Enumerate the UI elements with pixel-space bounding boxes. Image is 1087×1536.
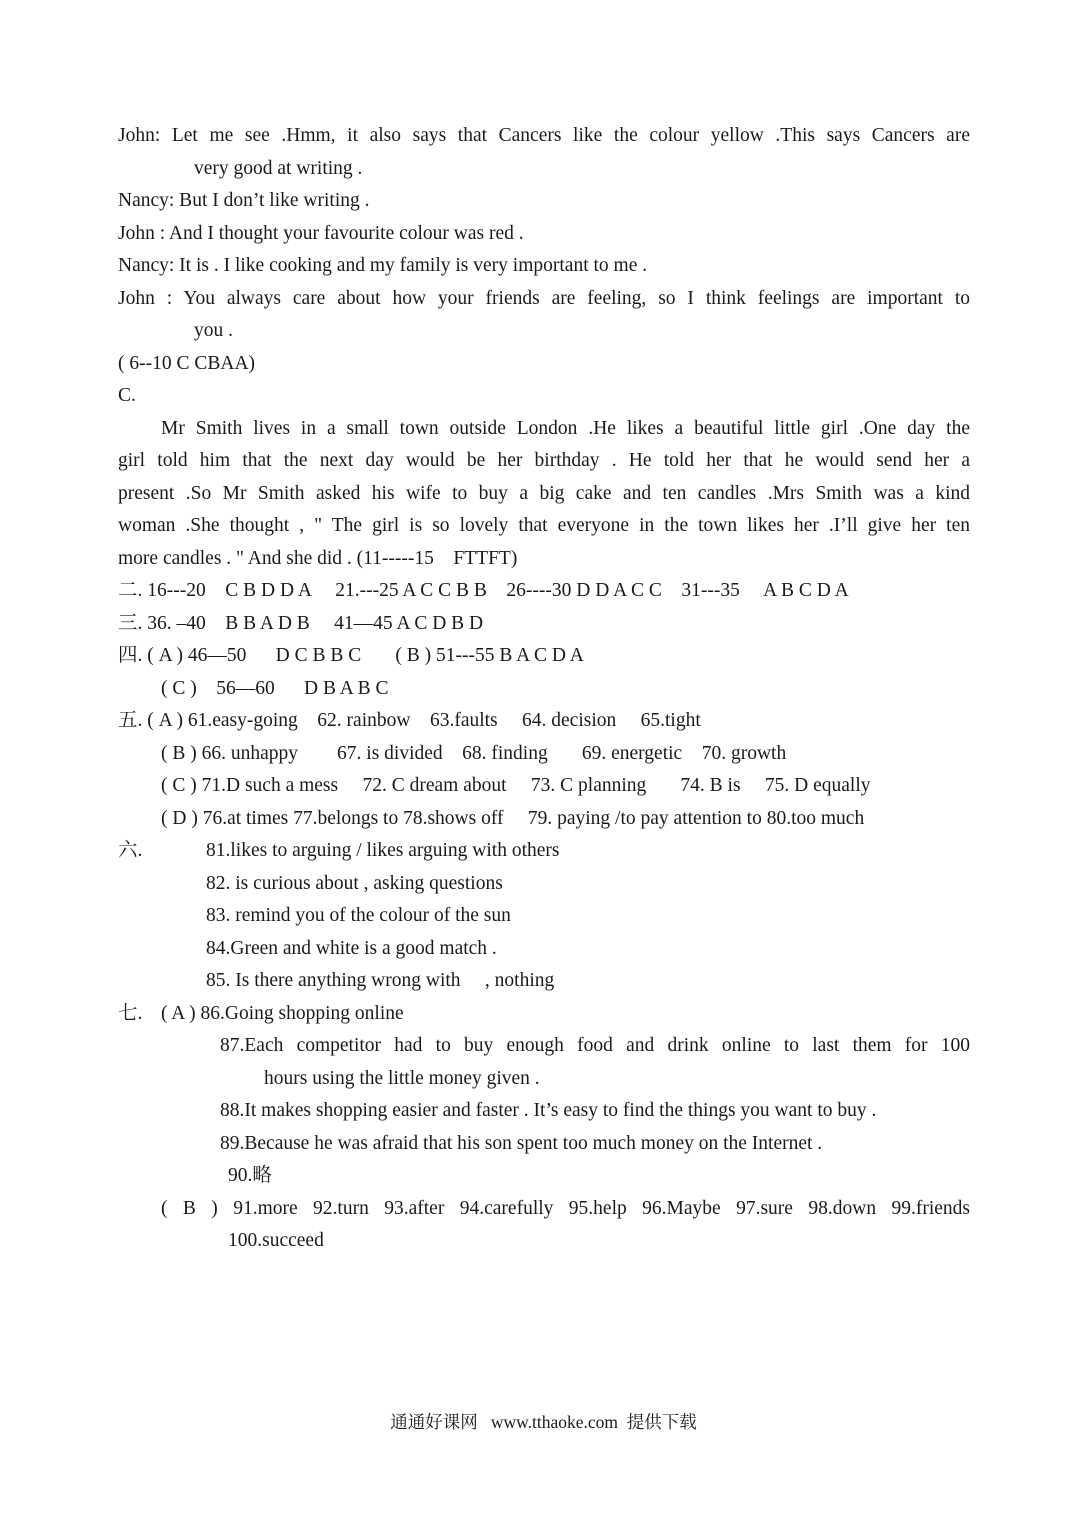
dialogue-line: you .	[194, 320, 233, 341]
section-7-a-answer: ( A ) 86.Going shopping online	[161, 1002, 404, 1024]
item-88: 88.It makes shopping easier and faster . It’s easy to find the things you want to buy .	[220, 1100, 877, 1121]
section-5-answers: ( B ) 66. unhappy 67. is divided 68. finding 69. energetic 70. growth	[161, 742, 787, 764]
page-footer: 通通好课网 www.tthaoke.com 提供下载	[390, 1412, 697, 1432]
section-c-label: C.	[118, 385, 136, 406]
section-6-answer: 83. remind you of the colour of the sun	[206, 905, 511, 926]
passage-line: woman .She thought , " The girl is so lovely that everyone in the town likes her .I’ll give her ten	[118, 515, 970, 536]
section-4-answers: ( C ) 56—60 D B A B C	[161, 677, 389, 699]
dialogue-line: John : And I thought your favourite colour was red .	[118, 222, 524, 244]
dialogue-line: Nancy: But I don’t like writing .	[118, 190, 370, 211]
section-6-label: 六.	[118, 840, 143, 861]
section-6-answer: 84.Green and white is a good match .	[206, 937, 497, 959]
section-7-label: 七.	[118, 1002, 143, 1024]
passage-line: girl told him that the next day would be her birthday . He told her that he would send her a	[118, 450, 970, 471]
section-5-answers: ( D ) 76.at times 77.belongs to 78.shows off 79. paying /to pay attention to 80.too much	[161, 807, 865, 829]
dialogue-line: very good at writing .	[194, 157, 363, 179]
item-90: 90.略	[228, 1165, 272, 1186]
section-7-b-answer: ( B ) 91.more 92.turn 93.after 94.carefully 95.help 96.Maybe 97.sure 98.down 99.friends	[161, 1197, 970, 1219]
dialogue-line: Nancy: It is . I like cooking and my family is very important to me .	[118, 255, 648, 276]
passage-line: more candles . " And she did . (11-----15 FTTFT)	[118, 547, 518, 569]
section-2-answers: 二. 16---20 C B D D A 21.---25 A C C B B 26----30 D D A C C 31---35 A B C D A	[118, 580, 849, 601]
section-5-answers: ( C ) 71.D such a mess 72. C dream about 73. C planning 74. B is 75. D equally	[161, 775, 871, 796]
section-6-answer: 85. Is there anything wrong with , nothing	[206, 970, 555, 991]
section-7-b-answer: 100.succeed	[228, 1230, 324, 1251]
passage-line: Mr Smith lives in a small town outside London .He likes a beautiful little girl .One day the	[161, 417, 970, 439]
passage-line: present .So Mr Smith asked his wife to buy a big cake and ten candles .Mrs Smith was a kind	[118, 482, 970, 504]
dialogue-line: John : You always care about how your friends are feeling, so I think feelings are important to	[118, 287, 970, 309]
answer-key-page	[118, 120, 970, 1258]
section-6-answer: 82. is curious about , asking questions	[206, 872, 503, 894]
item-87: hours using the little money given .	[264, 1067, 540, 1089]
answers-6-10: ( 6--10 C CBAA)	[118, 352, 256, 374]
item-87: 87.Each competitor had to buy enough food and drink online to last them for 100	[220, 1035, 970, 1056]
section-6-answer: 81.likes to arguing / likes arguing with others	[206, 840, 560, 861]
section-5-answers: 五. ( A ) 61.easy-going 62. rainbow 63.faults 64. decision 65.tight	[118, 710, 701, 731]
section-7-row	[118, 998, 970, 1031]
dialogue-line: John: Let me see .Hmm, it also says that Cancers like the colour yellow .This says Cancers are	[118, 125, 970, 146]
section-6-row	[118, 835, 970, 868]
item-89: 89.Because he was afraid that his son spent too much money on the Internet .	[220, 1132, 823, 1154]
section-4-answers: 四. ( A ) 46—50 D C B B C ( B ) 51---55 B A C D A	[118, 645, 584, 666]
section-3-answers: 三. 36. –40 B B A D B 41—45 A C D B D	[118, 612, 484, 634]
